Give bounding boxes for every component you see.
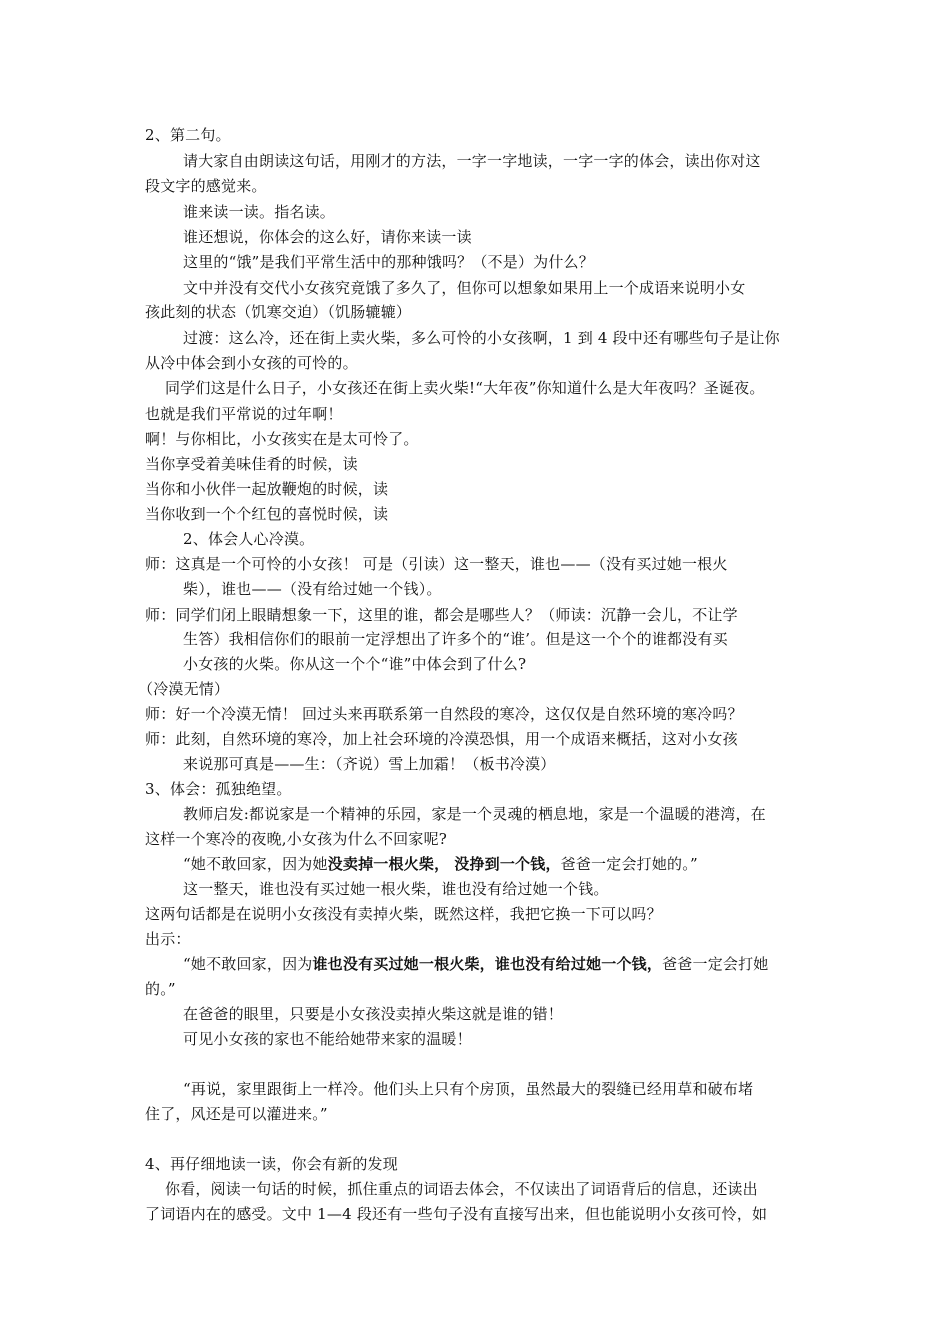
text-line: 教师启发:都说家是一个精神的乐园，家是一个灵魂的栖息地，家是一个温暖的港湾，在 [183,805,766,823]
text-line: 也就是我们平常说的过年啊！ [145,405,343,423]
text-line: “再说，家里跟街上一样冷。他们头上只有个房顶，虽然最大的裂缝已经用草和破布堵 [183,1080,754,1098]
heading-loneliness: 3、体会：孤独绝望。 [145,780,292,798]
text-line: 了词语内在的感受。文中 1—4 段还有一些句子没有直接写出来，但也能说明小女孩可怜，如 [145,1205,768,1223]
text-line: 当你收到一个个红包的喜悦时候，读 [145,505,389,523]
text-line: 你看，阅读一句话的时候，抓住重点的词语去体会，不仅读出了词语背后的信息，还读出 [165,1180,758,1198]
text-line: 师：这真是一个可怜的小女孩！ 可是（引读）这一整天，谁也——（没有买过她一根火 [145,555,728,573]
text-line: 请大家自由朗读这句话，用刚才的方法，一字一字地读，一字一字的体会，读出你对这 [183,152,761,170]
text-line: 当你和小伙伴一起放鞭炮的时候，读 [145,480,389,498]
text-line: 师：此刻，自然环境的寒冷，加上社会环境的冷漠恐惧，用一个成语来概括，这对小女孩 [145,730,738,748]
text-line: 谁还想说，你体会的这么好，请你来读一读 [183,228,472,246]
text-line: 在爸爸的眼里，只要是小女孩没卖掉火柴这就是谁的错！ [183,1005,564,1023]
text-line: 师：同学们闭上眼睛想象一下，这里的谁，都会是哪些人？（师读：沉静一会儿，不让学 [145,606,738,624]
text-line: 同学们这是什么日子，小女孩还在街上卖火柴!“大年夜”你知道什么是大年夜吗？圣诞夜。 [165,379,765,397]
heading-second-sentence: 2、第二句。 [145,126,231,144]
text-line: 小女孩的火柴。你从这一个个“谁”中体会到了什么? [183,655,527,673]
text-line: 孩此刻的状态（饥寒交迫）（饥肠辘辘） [145,303,412,321]
text-line: 这样一个寒冷的夜晚,小女孩为什么不回家呢? [145,830,448,848]
text-line: 当你享受着美味佳肴的时候，读 [145,455,358,473]
text-line: 段文字的感觉来。 [145,177,267,195]
text-line: 的。” [145,980,176,998]
text-line: 出示： [145,930,191,948]
text-line: 从冷中体会到小女孩的可怜的。 [145,354,358,372]
text-line: 可见小女孩的家也不能给她带来家的温暖！ [183,1030,472,1048]
quote-line: “她不敢回家，因为她没卖掉一根火柴， 没挣到一个钱，爸爸一定会打她的。” [183,855,698,873]
text-line: 过渡：这么冷，还在街上卖火柴，多么可怜的小女孩啊，1 到 4 段中还有哪些句子是让你 [183,329,780,347]
text-line: 这一整天，谁也没有买过她一根火柴，谁也没有给过她一个钱。 [183,880,609,898]
heading-coldness: 2、体会人心冷漠。 [183,530,315,548]
heading-reread: 4、再仔细地读一读，你会有新的发现 [145,1155,398,1173]
text-line: （冷漠无情） [138,680,230,698]
text-line: 这两句话都是在说明小女孩没有卖掉火柴，既然这样，我把它换一下可以吗？ [145,905,662,923]
text-line: 柴），谁也——（没有给过她一个钱）。 [183,580,442,598]
text-line: 谁来读一读。指名读。 [183,203,336,221]
text-line: 来说那可真是——生：（齐说）雪上加霜！（板书冷漠） [183,755,556,773]
quote-line: “她不敢回家，因为谁也没有买过她一根火柴，谁也没有给过她一个钱，爸爸一定会打她 [183,955,769,973]
text-line: 住了，风还是可以灌进来。” [145,1105,328,1123]
text-line: 这里的“饿”是我们平常生活中的那种饿吗？（不是）为什么？ [183,253,594,271]
text-line: 生答）我相信你们的眼前一定浮想出了许多个的“谁’。但是这一个个的谁都没有买 [183,630,728,648]
text-line: 文中并没有交代小女孩究竟饿了多久了，但你可以想象如果用上一个成语来说明小女 [183,279,746,297]
text-line: 师：好一个冷漠无情！ 回过头来再联系第一自然段的寒冷，这仅仅是自然环境的寒冷吗？ [145,705,743,723]
text-line: 啊！与你相比，小女孩实在是太可怜了。 [145,430,419,448]
